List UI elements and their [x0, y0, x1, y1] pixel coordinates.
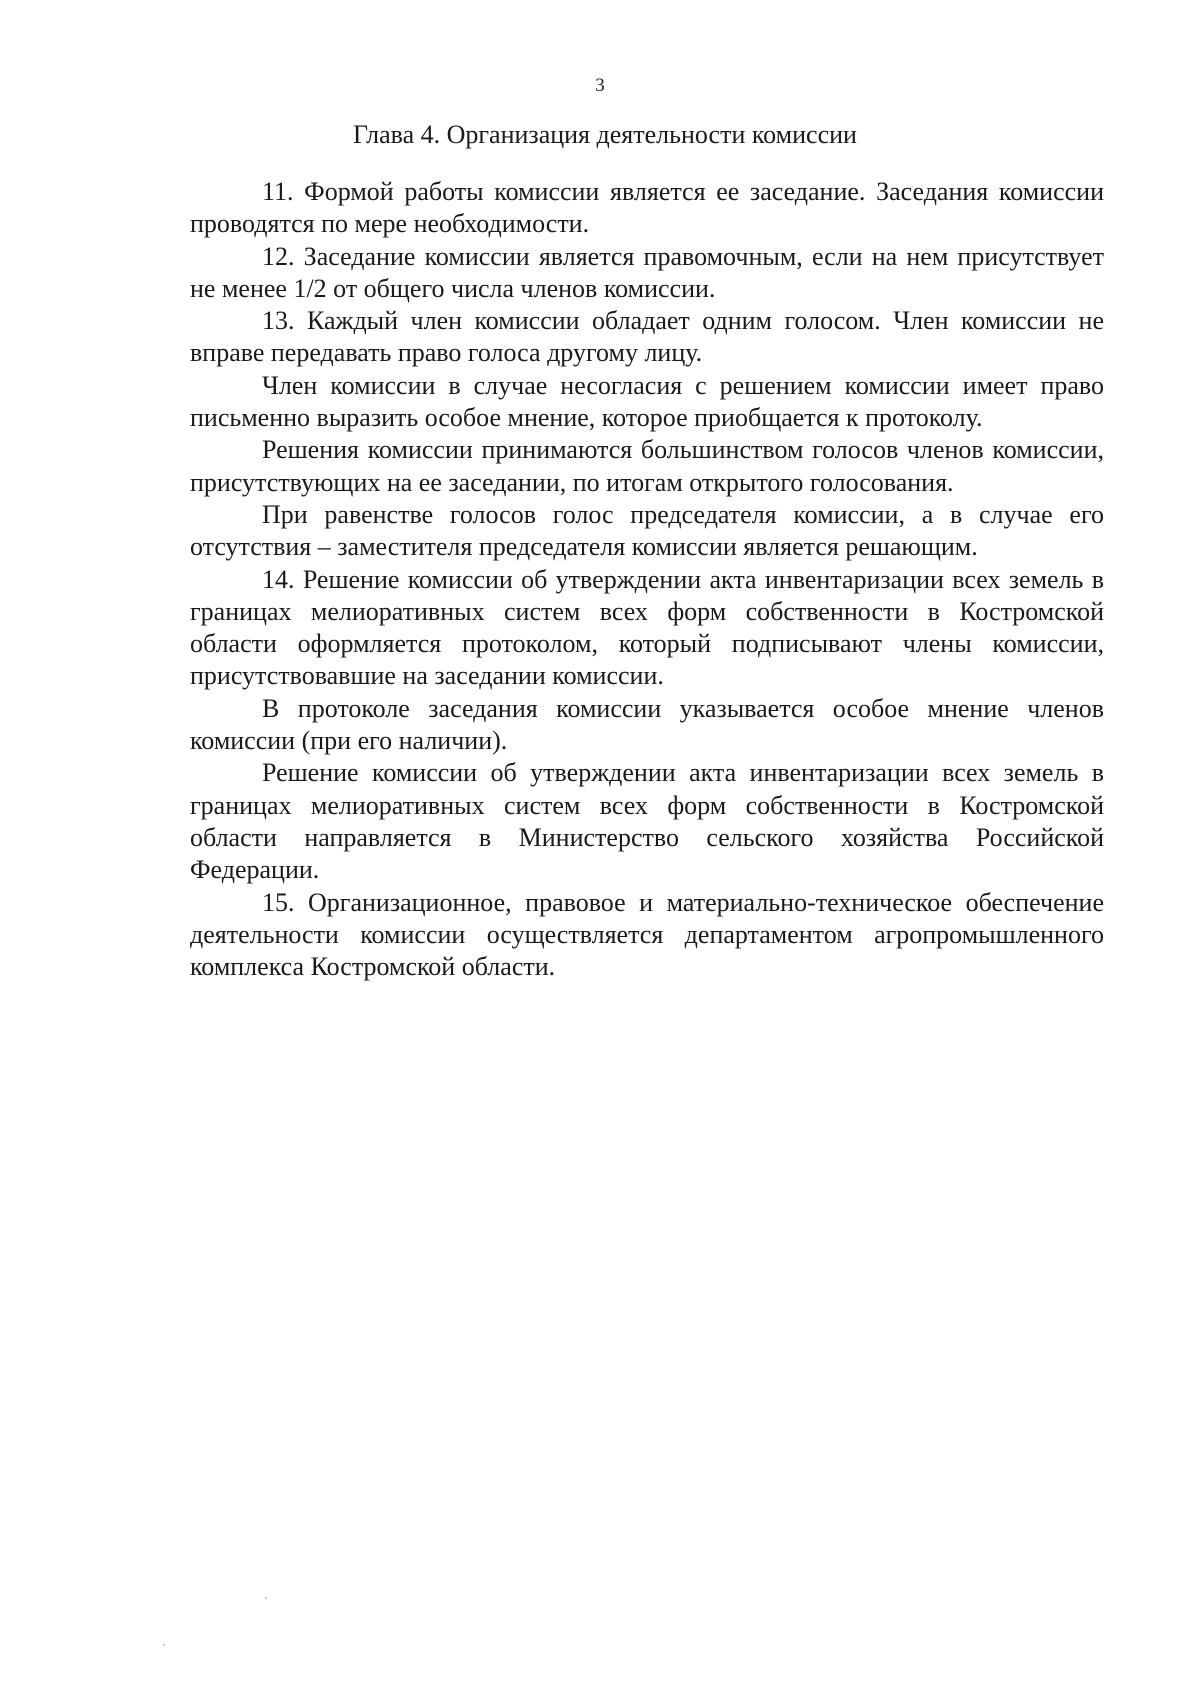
- scan-speck: [163, 1644, 165, 1646]
- paragraph-decisions: Решения комиссии принимаются большинством голосов членов комиссии, присутствующих на ее заседании, по итогам открытого голосования.: [190, 435, 1104, 497]
- page-number: 3: [595, 75, 605, 96]
- paragraph-dissent: Член комиссии в случае несогласия с решением комиссии имеет право письменно выразить особое мнение, которое приобщается к протоколу.: [190, 370, 1104, 433]
- paragraph-14: 14. Решение комиссии об утверждении акта инвентаризации всех земель в границах мелиоративных систем всех форм собственности в Костромской области оформляется протоколом, который подписывают члены комиссии, присутствовавшие на заседании комиссии.: [190, 564, 1104, 691]
- paragraph-11: 11. Формой работы комиссии является ее заседание. Заседания комиссии проводятся по мере необходимости.: [190, 177, 1104, 239]
- scan-speck: [265, 1597, 267, 1599]
- paragraph-protocol-opinion: В протоколе заседания комиссии указывается особое мнение членов комиссии (при его наличии).: [190, 693, 1104, 756]
- paragraph-tie-vote: При равенстве голосов голос председателя комиссии, а в случае его отсутствия – заместителя председателя комиссии является решающим.: [190, 499, 1104, 562]
- document-body: [190, 176, 1104, 983]
- paragraph-ministry: Решение комиссии об утверждении акта инвентаризации всех земель в границах мелиоративных систем всех форм собственности в Костромской области направляется в Министерство сельского хозяйства Российской Федерации.: [190, 758, 1104, 885]
- paragraph-15: 15. Организационное, правовое и материально-техническое обеспечение деятельности комиссии осуществляется департаментом агропромышленного комплекса Костромской области.: [190, 887, 1104, 982]
- paragraph-13: 13. Каждый член комиссии обладает одним голосом. Член комиссии не вправе передавать право голоса другому лицу.: [190, 306, 1104, 368]
- paragraph-12: 12. Заседание комиссии является правомочным, если на нем присутствует не менее 1/2 от общего числа членов комиссии.: [190, 241, 1104, 303]
- chapter-title: Глава 4. Организация деятельности комиссии: [353, 120, 857, 149]
